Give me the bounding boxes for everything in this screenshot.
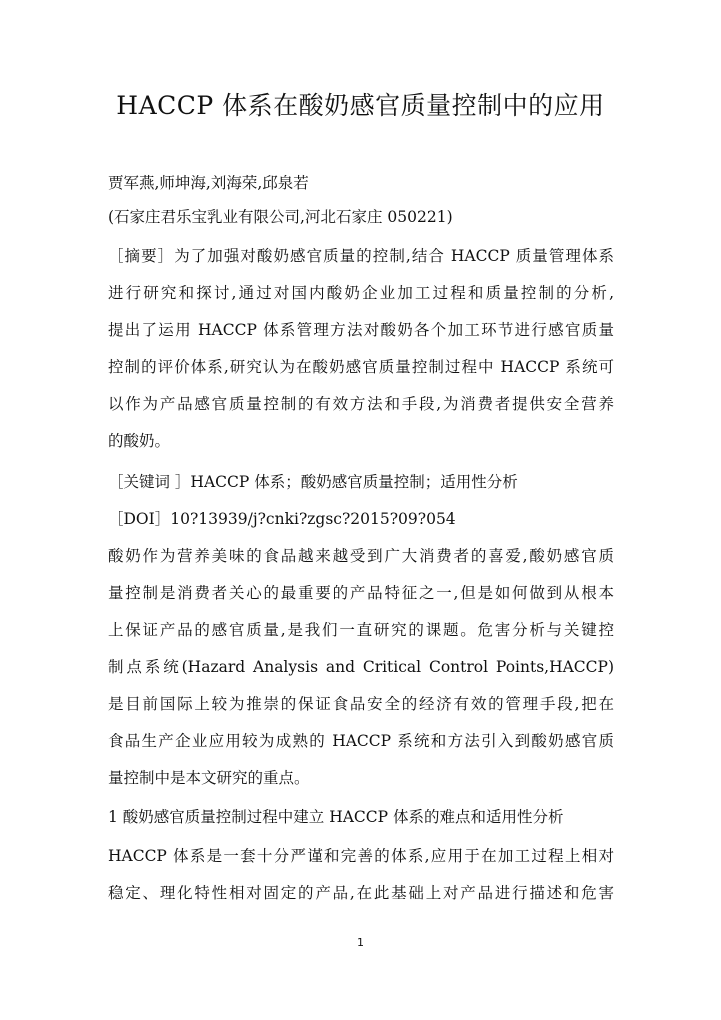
abstract-line: 的酸奶。 (108, 432, 171, 450)
section-line: HACCP 体系是一套十分严谨和完善的体系,应用于在加工过程上相对 (108, 847, 614, 865)
intro-line: 是目前国际上较为推崇的保证食品安全的经济有效的管理手段,把在 (108, 695, 614, 713)
affiliation: (石家庄君乐宝乳业有限公司,河北石家庄 050221) (108, 208, 453, 226)
doi: ［DOI］10?13939/j?cnki?zgsc?2015?09?054 (108, 510, 456, 528)
keywords: ［关键词 ］HACCP 体系；酸奶感官质量控制；适用性分析 (108, 473, 518, 491)
abstract-line: 进行研究和探讨,通过对国内酸奶企业加工过程和质量控制的分析, (108, 284, 614, 302)
abstract-line: ［摘要］为了加强对酸奶感官质量的控制,结合 HACCP 质量管理体系 (108, 247, 614, 265)
page-number: 1 (357, 936, 364, 949)
abstract-line: 控制的评价体系,研究认为在酸奶感官质量控制过程中 HACCP 系统可 (108, 358, 614, 376)
intro-line: 制点系统(Hazard Analysis and Critical Control Points,HACCP) (108, 658, 614, 676)
intro-line: 量控制是消费者关心的最重要的产品特征之一,但是如何做到从根本 (108, 584, 614, 602)
intro-line: 酸奶作为营养美味的食品越来越受到广大消费者的喜爱,酸奶感官质 (108, 547, 614, 565)
paper-title: HACCP 体系在酸奶感官质量控制中的应用 (116, 91, 605, 120)
abstract-line: 以作为产品感官质量控制的有效方法和手段,为消费者提供安全营养 (108, 395, 614, 413)
authors: 贾军燕,师坤海,刘海荣,邱泉若 (108, 174, 309, 192)
section-line: 稳定、理化特性相对固定的产品,在此基础上对产品进行描述和危害 (108, 884, 614, 902)
intro-line: 食品生产企业应用较为成熟的 HACCP 系统和方法引入到酸奶感官质 (108, 732, 614, 750)
section-heading: 1 酸奶感官质量控制过程中建立 HACCP 体系的难点和适用性分析 (108, 808, 564, 826)
intro-line: 量控制中是本文研究的重点。 (108, 769, 310, 787)
intro-line: 上保证产品的感官质量,是我们一直研究的课题。危害分析与关键控 (108, 621, 614, 639)
abstract-line: 提出了运用 HACCP 体系管理方法对酸奶各个加工环节进行感官质量 (108, 321, 614, 339)
